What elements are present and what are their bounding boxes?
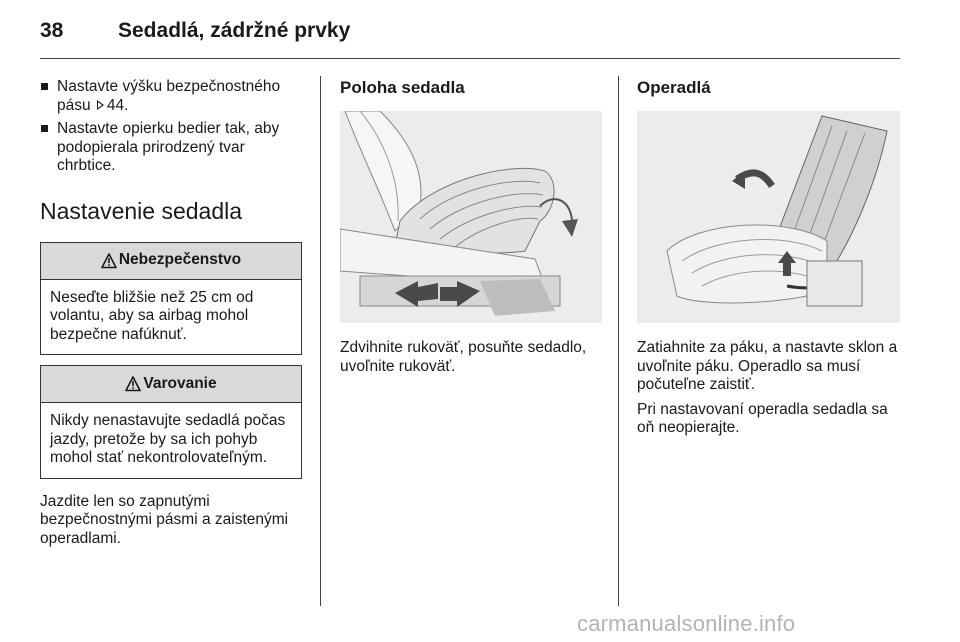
list-item xyxy=(40,78,302,115)
list-item-text: Nastavte výšku bezpečnostného pásu xyxy=(57,78,281,114)
running-title: Sedadlá, zádržné prvky xyxy=(118,19,351,42)
danger-box-title: Nebezpečenstvo xyxy=(118,251,242,269)
header-divider xyxy=(40,58,900,59)
section-title: Nastavenie sedadla xyxy=(40,197,243,224)
danger-box-header xyxy=(41,243,301,280)
bullet-list xyxy=(40,78,302,176)
list-item xyxy=(40,120,302,176)
warning-box-header xyxy=(41,366,301,403)
column-divider-2 xyxy=(618,76,619,606)
column-divider-1 xyxy=(320,76,321,606)
column-2 xyxy=(340,78,602,382)
page-reference-link[interactable]: 44. xyxy=(106,96,129,114)
warning-triangle-icon xyxy=(101,253,117,269)
column-3 xyxy=(637,78,900,444)
seat-position-illustration xyxy=(340,111,602,323)
subsection-title-backrests: Operadlá xyxy=(637,78,711,97)
square-bullet-icon xyxy=(41,83,48,90)
backrest-illustration xyxy=(637,111,900,323)
square-bullet-icon xyxy=(41,125,48,132)
warning-box-title: Varovanie xyxy=(143,374,217,392)
backrest-paragraph-1: Zatiahnite za páku, a nastavte sklon a uvoľnite páku. Operadlo sa musí počuteľne zaistiť. xyxy=(637,339,898,393)
page-reference-icon xyxy=(97,100,104,110)
warning-box xyxy=(40,365,302,479)
backrest-paragraph-2: Pri nastavovaní operadla sedadla sa oň neopierajte. xyxy=(637,400,888,436)
warning-triangle-icon xyxy=(125,376,141,392)
body-paragraph: Jazdite len so zapnutými bezpečnostnými pásmi a zaistenými operadlami. xyxy=(40,492,289,547)
page-number: 38 xyxy=(40,19,64,42)
danger-box-body: Neseďte bližšie než 25 cm od volantu, aby sa airbag mohol bezpečne nafúknuť. xyxy=(50,288,254,343)
danger-box xyxy=(40,242,302,356)
column-1 xyxy=(40,78,302,554)
seat-position-caption: Zdvihnite rukoväť, posuňte sedadlo, uvoľnite rukoväť. xyxy=(340,339,587,375)
list-item-text: Nastavte opierku bedier tak, aby podopierala prirodzený tvar chrbtice. xyxy=(57,120,280,174)
warning-box-body: Nikdy nenastavujte sedadlá počas jazdy, pretože by sa ich pohyb mohol stať nekontrolovateľným. xyxy=(50,412,286,466)
subsection-title-seat-position: Poloha sedadla xyxy=(340,78,465,97)
watermark: carmanualsonline.info xyxy=(577,611,796,636)
